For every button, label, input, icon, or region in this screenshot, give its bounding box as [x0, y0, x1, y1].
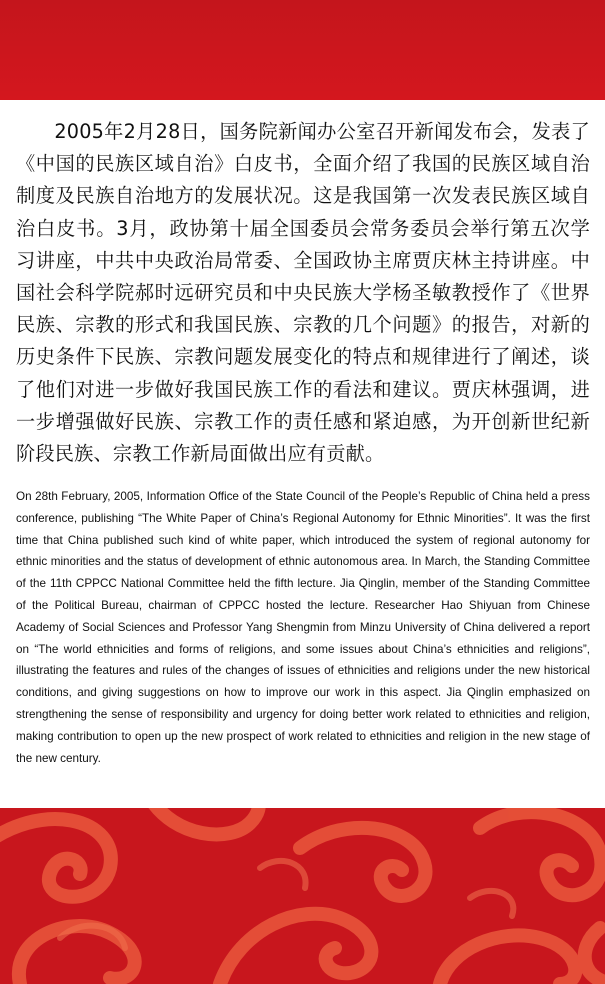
top-red-banner: [0, 0, 605, 100]
english-paragraph: On 28th February, 2005, Information Office of the State Council of the People’s Republic of China held a press conference, publishing “The White Paper of China’s Regional Autonomy for Ethnic Minorities”. It was the first time that China published such kind of white paper, which introduced the system of regional autonomy for ethnic minorities and the status of development of ethnic autonomous area. In March, the Standing Committee of the 11th CPPCC National Committee held the fifth lecture. Jia Qinglin, member of the Standing Committee of the Political Bureau, chairman of CPPCC hosted the lecture. Researcher Hao Shiyuan from Chinese Academy of Social Sciences and Professor Yang Shengmin from Minzu University of China delivered a report on “The world ethnicities and forms of religions, and some issues about China’s ethnicities and religions”, illustrating the features and rules of the changes of issues of ethnicities and religions under the new historical conditions, and giving suggestions on how to improve our work in this aspect. Jia Qinglin emphasized on strengthening the sense of responsibility and urgency for doing better work related to ethnicities and religion, making contribution to open up the new prospect of work related to ethnicities and religion in the new stage of the new century.: [16, 490, 590, 765]
bottom-cloud-pattern: [0, 808, 605, 984]
chinese-paragraph: 2005年2月28日，国务院新闻办公室召开新闻发布会，发表了《中国的民族区域自治》白皮书，全面介绍了我国的民族区域自治制度及民族自治地方的发展状况。这是我国第一次发表民族区域自治白皮书。3月，政协第十届全国委员会常务委员会举行第五次学习讲座，中共中央政治局常委、全国政协主席贾庆林主持讲座。中国社会科学院郝时远研究员和中央民族大学杨圣敏教授作了《世界民族、宗教的形式和我国民族、宗教的几个问题》的报告，对新的历史条件下民族、宗教问题发展变化的特点和规律进行了阐述，谈了他们对进一步做好我国民族工作的看法和建议。贾庆林强调，进一步增强做好民族、宗教工作的责任感和紧迫感，为开创新世纪新阶段民族、宗教工作新局面做出应有贡献。: [16, 120, 590, 466]
article-body: [0, 100, 605, 808]
auspicious-cloud-swirls: [0, 808, 605, 984]
